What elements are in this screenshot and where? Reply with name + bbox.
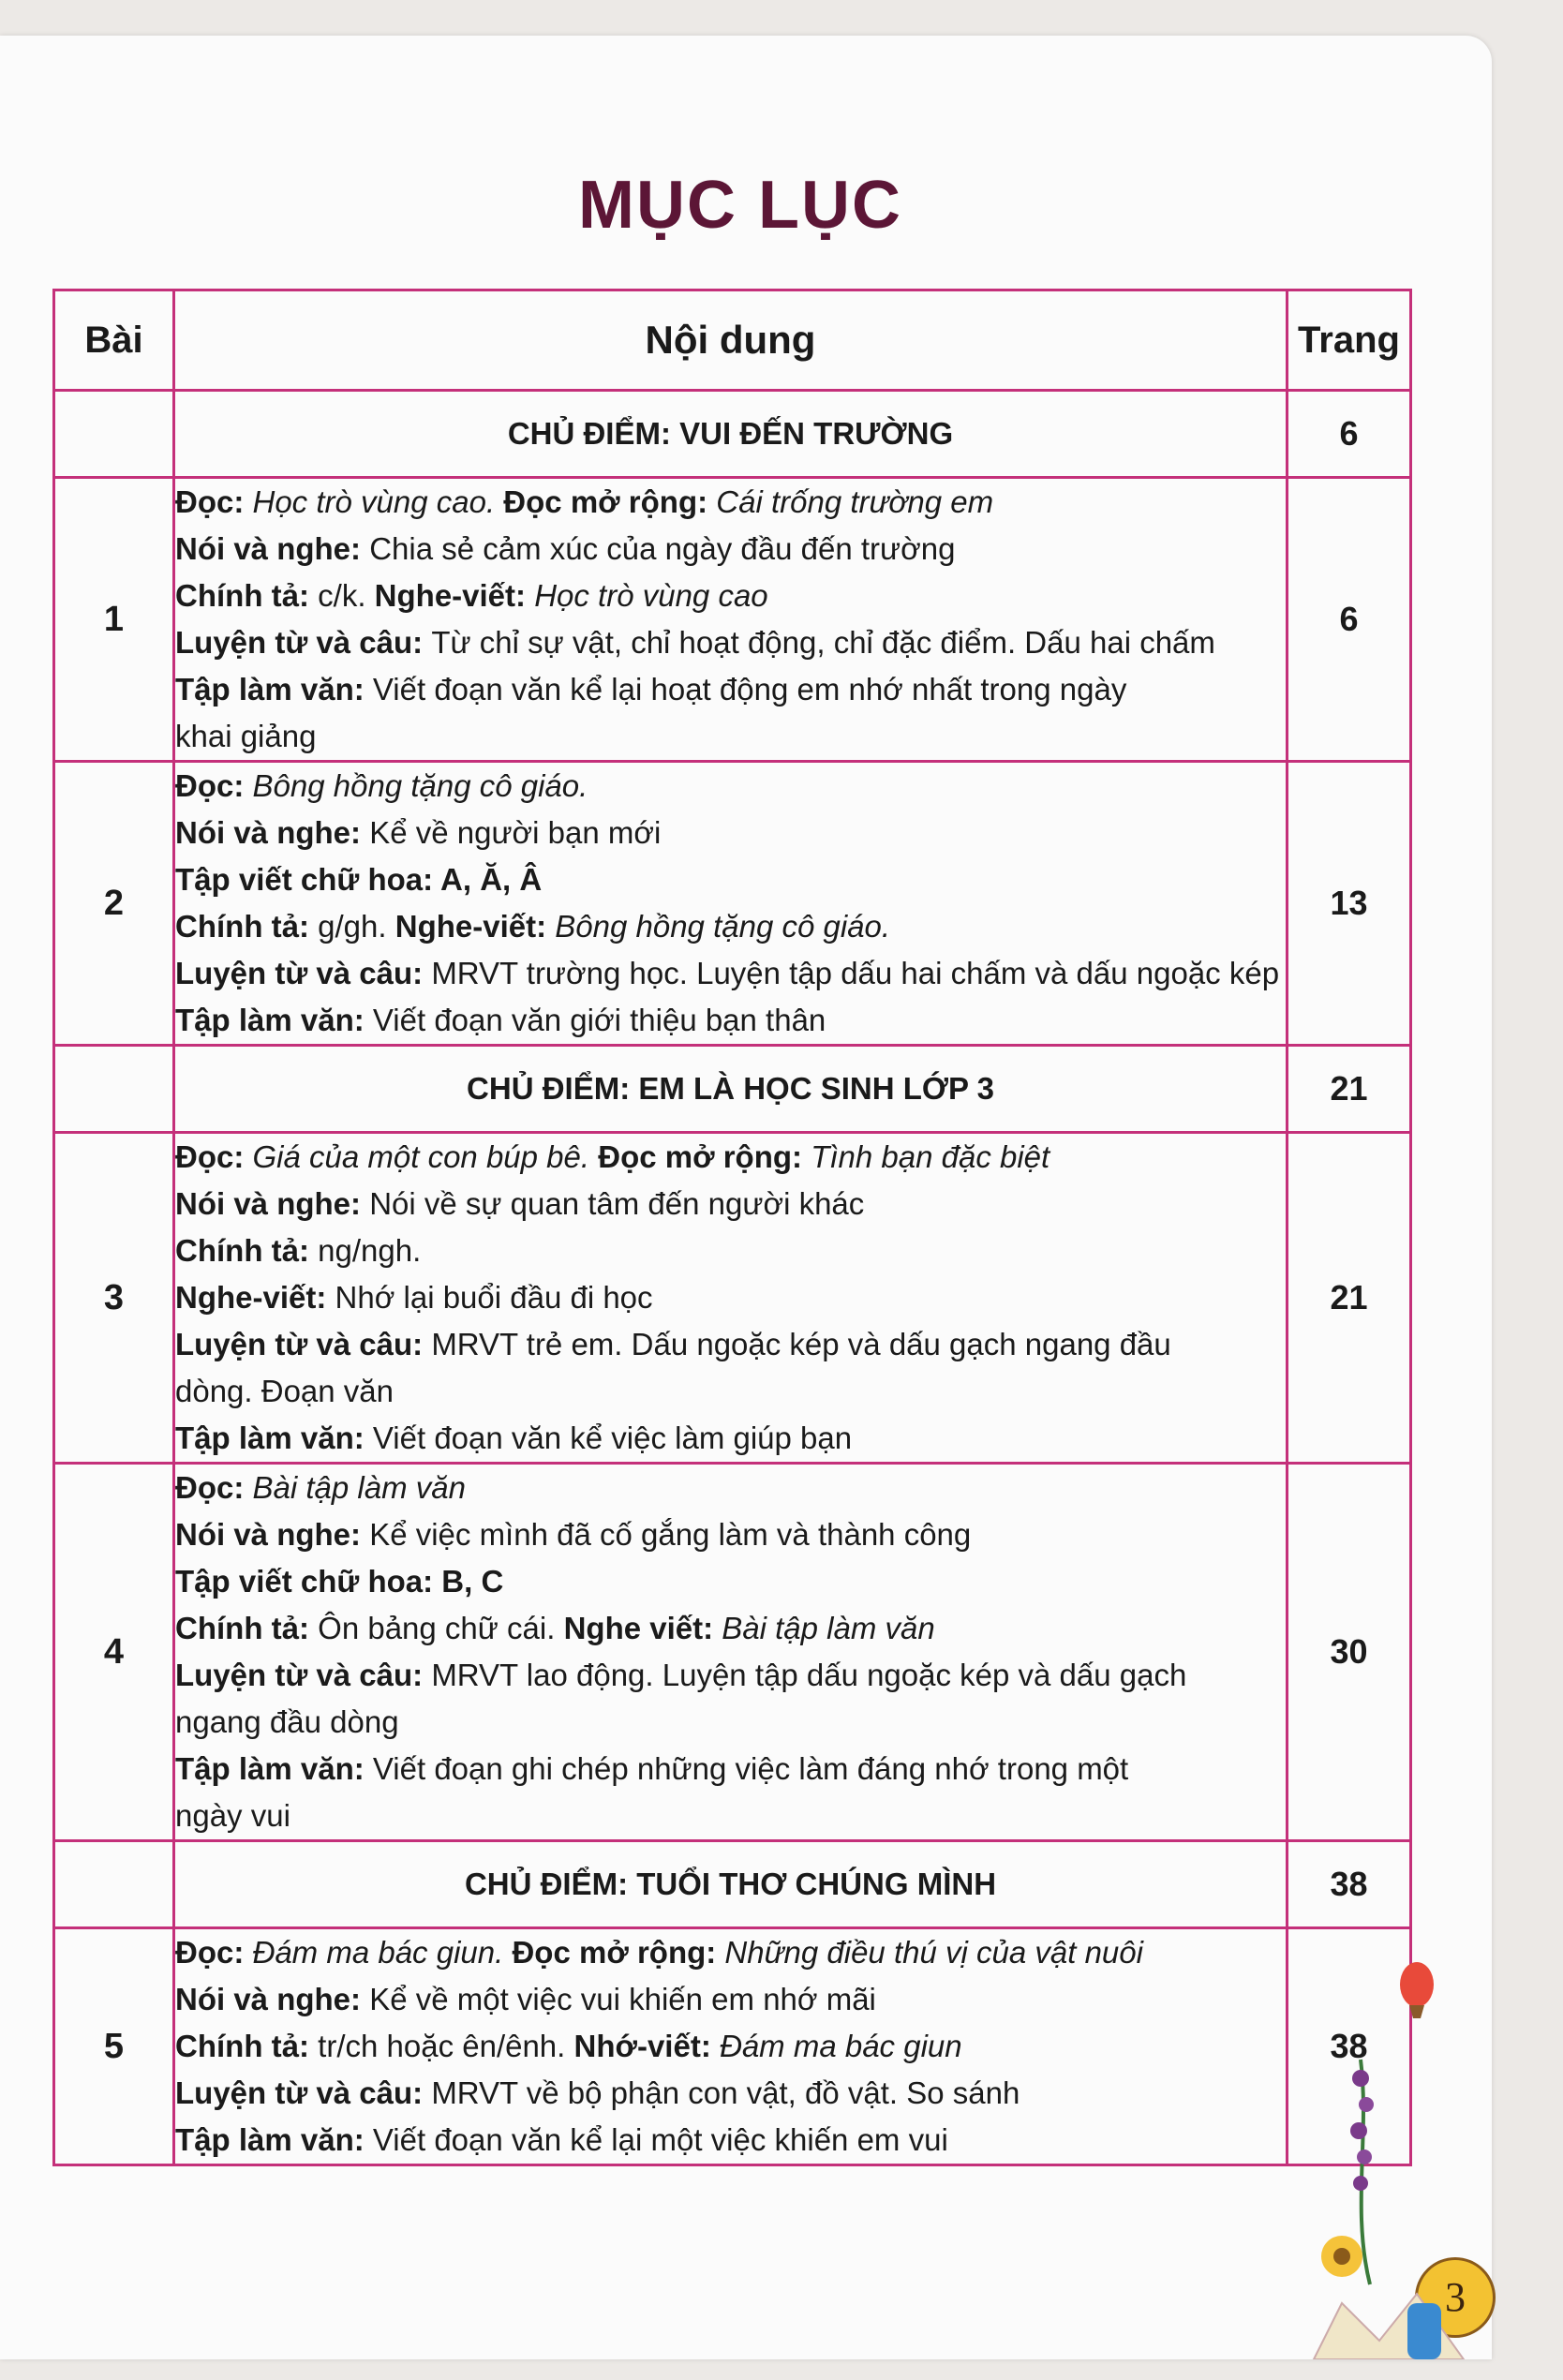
- content-segment: Chính tả:: [175, 1233, 319, 1268]
- content-line: [175, 1415, 1286, 1462]
- lesson-content: [174, 762, 1288, 1046]
- content-line: [175, 619, 1286, 666]
- lesson-row: [54, 1928, 1411, 2165]
- content-segment: Tập làm văn:: [175, 2122, 373, 2157]
- content-segment: Nhớ lại buổi đầu đi học: [335, 1280, 653, 1315]
- content-segment: Viết đoạn ghi chép những việc làm đáng nhớ trong một: [372, 1751, 1129, 1786]
- content-segment: Bông hồng tặng cô giáo.: [252, 768, 588, 803]
- content-line: [175, 856, 1286, 903]
- content-segment: ngày vui: [175, 1798, 290, 1833]
- header-content: Nội dung: [174, 290, 1288, 391]
- header-page: Trang: [1288, 290, 1411, 391]
- table-body: [54, 391, 1411, 2165]
- content-segment: Chia sẻ cảm xúc của ngày đầu đến trường: [369, 531, 956, 566]
- content-line: [175, 1929, 1286, 1976]
- lesson-row: [54, 762, 1411, 1046]
- lesson-row: [54, 1464, 1411, 1841]
- content-line: [175, 1465, 1286, 1511]
- content-segment: Luyện từ và câu:: [175, 1658, 432, 1692]
- content-segment: Những điều thú vị của vật nuôi: [724, 1935, 1143, 1970]
- content-segment: Nhớ-viết:: [565, 2029, 720, 2063]
- content-segment: Kể về một việc vui khiến em nhớ mãi: [369, 1982, 876, 2016]
- content-segment: Đọc mở rộng:: [589, 1139, 811, 1174]
- topic-page: 21: [1288, 1046, 1411, 1133]
- content-line: [175, 2070, 1286, 2117]
- content-segment: MRVT về bộ phận con vật, đồ vật. So sánh: [431, 2075, 1020, 2110]
- content-segment: Luyện từ và câu:: [175, 2075, 432, 2110]
- content-line: [175, 997, 1286, 1044]
- content-segment: Nói và nghe:: [175, 531, 370, 566]
- topic-title: CHỦ ĐIỂM: VUI ĐẾN TRƯỜNG: [174, 391, 1288, 478]
- content-segment: ngang đầu dòng: [175, 1704, 399, 1739]
- content-line: [175, 763, 1286, 810]
- content-segment: Đọc mở rộng:: [495, 484, 717, 519]
- content-segment: Kể về người bạn mới: [369, 815, 662, 850]
- lesson-number: 4: [54, 1464, 174, 1841]
- content-line: [175, 479, 1286, 526]
- content-line: [175, 1558, 1286, 1605]
- topic-lesson-cell: [54, 391, 174, 478]
- content-segment: Luyện từ và câu:: [175, 1327, 432, 1361]
- content-segment: khai giảng: [175, 719, 317, 753]
- content-segment: Ôn bảng chữ cái.: [318, 1611, 556, 1645]
- content-segment: Giá của một con búp bê.: [252, 1139, 590, 1174]
- content-line: [175, 1699, 1286, 1746]
- content-segment: Tập làm văn:: [175, 672, 373, 707]
- lesson-number: 1: [54, 478, 174, 762]
- content-segment: Nghe-viết:: [386, 909, 556, 944]
- content-line: [175, 1274, 1286, 1321]
- content-line: [175, 1368, 1286, 1415]
- book-page: [0, 36, 1492, 2359]
- content-segment: Đọc mở rộng:: [503, 1935, 725, 1970]
- topic-page: 6: [1288, 391, 1411, 478]
- flower-decoration-icon: [1304, 1947, 1492, 2359]
- content-segment: Viết đoạn văn kể lại một việc khiến em vui: [372, 2122, 948, 2157]
- content-line: [175, 1321, 1286, 1368]
- topic-title: CHỦ ĐIỂM: EM LÀ HỌC SINH LỚP 3: [174, 1046, 1288, 1133]
- content-line: [175, 1605, 1286, 1652]
- topic-row: [54, 1841, 1411, 1928]
- content-segment: Nói và nghe:: [175, 815, 370, 850]
- content-line: [175, 950, 1286, 997]
- content-segment: Tình bạn đặc biệt: [811, 1139, 1050, 1174]
- content-segment: MRVT lao động. Luyện tập dấu ngoặc kép và dấu gạch: [431, 1658, 1187, 1692]
- content-segment: Nói và nghe:: [175, 1517, 370, 1552]
- content-line: [175, 810, 1286, 856]
- content-segment: Nghe viết:: [555, 1611, 722, 1645]
- lesson-page: 38: [1288, 1928, 1411, 2165]
- content-segment: ng/ngh.: [318, 1233, 422, 1268]
- content-segment: MRVT trẻ em. Dấu ngoặc kép và dấu gạch ngang đầu: [431, 1327, 1171, 1361]
- topic-page: 38: [1288, 1841, 1411, 1928]
- content-line: [175, 1511, 1286, 1558]
- content-segment: Chính tả:: [175, 2029, 319, 2063]
- topic-lesson-cell: [54, 1841, 174, 1928]
- content-segment: Từ chỉ sự vật, chỉ hoạt động, chỉ đặc điểm. Dấu hai chấm: [431, 625, 1215, 660]
- topic-row: [54, 391, 1411, 478]
- lesson-content: [174, 478, 1288, 762]
- content-segment: Nói và nghe:: [175, 1186, 370, 1221]
- content-segment: Viết đoạn văn kể việc làm giúp bạn: [372, 1421, 853, 1455]
- content-segment: c/k.: [318, 578, 366, 613]
- topic-title: CHỦ ĐIỂM: TUỔI THƠ CHÚNG MÌNH: [174, 1841, 1288, 1928]
- content-segment: Nói và nghe:: [175, 1982, 370, 2016]
- content-segment: Bài tập làm văn: [722, 1611, 935, 1645]
- content-segment: dòng. Đoạn văn: [175, 1374, 394, 1408]
- lesson-content: [174, 1133, 1288, 1464]
- content-segment: Đám ma bác giun.: [252, 1935, 504, 1970]
- lesson-number: 5: [54, 1928, 174, 2165]
- content-segment: Bài tập làm văn: [252, 1470, 466, 1505]
- content-segment: Tập viết chữ hoa: A, Ă, Â: [175, 862, 543, 897]
- lesson-row: [54, 478, 1411, 762]
- content-segment: Luyện từ và câu:: [175, 625, 432, 660]
- content-segment: Chính tả:: [175, 909, 319, 944]
- lesson-row: [54, 1133, 1411, 1464]
- page-number-badge: 3: [1415, 2257, 1496, 2338]
- content-segment: Đọc:: [175, 1935, 253, 1970]
- content-segment: Đọc:: [175, 1139, 253, 1174]
- content-segment: Nghe-viết:: [365, 578, 535, 613]
- content-segment: Bông hồng tặng cô giáo.: [555, 909, 891, 944]
- content-line: [175, 666, 1286, 713]
- content-line: [175, 1181, 1286, 1227]
- content-line: [175, 713, 1286, 760]
- topic-lesson-cell: [54, 1046, 174, 1133]
- content-line: [175, 903, 1286, 950]
- content-segment: Đọc:: [175, 768, 253, 803]
- content-line: [175, 526, 1286, 573]
- content-segment: tr/ch hoặc ên/ênh.: [318, 2029, 566, 2063]
- content-segment: Chính tả:: [175, 578, 319, 613]
- content-segment: Viết đoạn văn kể lại hoạt động em nhớ nhất trong ngày: [372, 672, 1127, 707]
- lesson-number: 3: [54, 1133, 174, 1464]
- content-segment: Đọc:: [175, 484, 253, 519]
- content-segment: Tập làm văn:: [175, 1751, 373, 1786]
- content-segment: Nói về sự quan tâm đến người khác: [369, 1186, 865, 1221]
- content-line: [175, 1792, 1286, 1839]
- lesson-page: 13: [1288, 762, 1411, 1046]
- content-line: [175, 2117, 1286, 2164]
- content-segment: Đọc:: [175, 1470, 253, 1505]
- content-segment: Tập làm văn:: [175, 1003, 373, 1037]
- content-segment: Tập viết chữ hoa: B, C: [175, 1564, 504, 1599]
- content-segment: Nghe-viết:: [175, 1280, 335, 1315]
- page-title: MỤC LỤC: [578, 168, 902, 243]
- content-line: [175, 573, 1286, 619]
- content-segment: Học trò vùng cao.: [252, 484, 496, 519]
- content-segment: MRVT trường học. Luyện tập dấu hai chấm và dấu ngoặc kép: [431, 956, 1280, 990]
- content-line: [175, 1746, 1286, 1792]
- lesson-page: 30: [1288, 1464, 1411, 1841]
- content-line: [175, 1652, 1286, 1699]
- lesson-content: [174, 1928, 1288, 2165]
- content-line: [175, 1134, 1286, 1181]
- content-segment: Chính tả:: [175, 1611, 319, 1645]
- header-lesson: Bài: [54, 290, 174, 391]
- content-segment: Viết đoạn văn giới thiệu bạn thân: [372, 1003, 826, 1037]
- content-segment: Luyện từ và câu:: [175, 956, 432, 990]
- content-line: [175, 1976, 1286, 2023]
- topic-row: [54, 1046, 1411, 1133]
- lesson-page: 21: [1288, 1133, 1411, 1464]
- content-segment: g/gh.: [318, 909, 387, 944]
- header-row: [54, 290, 1411, 391]
- lesson-number: 2: [54, 762, 174, 1046]
- content-line: [175, 1227, 1286, 1274]
- table-of-contents: [52, 289, 1412, 2166]
- content-segment: Học trò vùng cao: [534, 578, 768, 613]
- lesson-page: 6: [1288, 478, 1411, 762]
- content-segment: Đám ma bác giun: [719, 2029, 962, 2063]
- content-line: [175, 2023, 1286, 2070]
- lesson-content: [174, 1464, 1288, 1841]
- content-segment: Tập làm văn:: [175, 1421, 373, 1455]
- content-segment: Kể việc mình đã cố gắng làm và thành công: [369, 1517, 972, 1552]
- content-segment: Cái trống trường em: [716, 484, 994, 519]
